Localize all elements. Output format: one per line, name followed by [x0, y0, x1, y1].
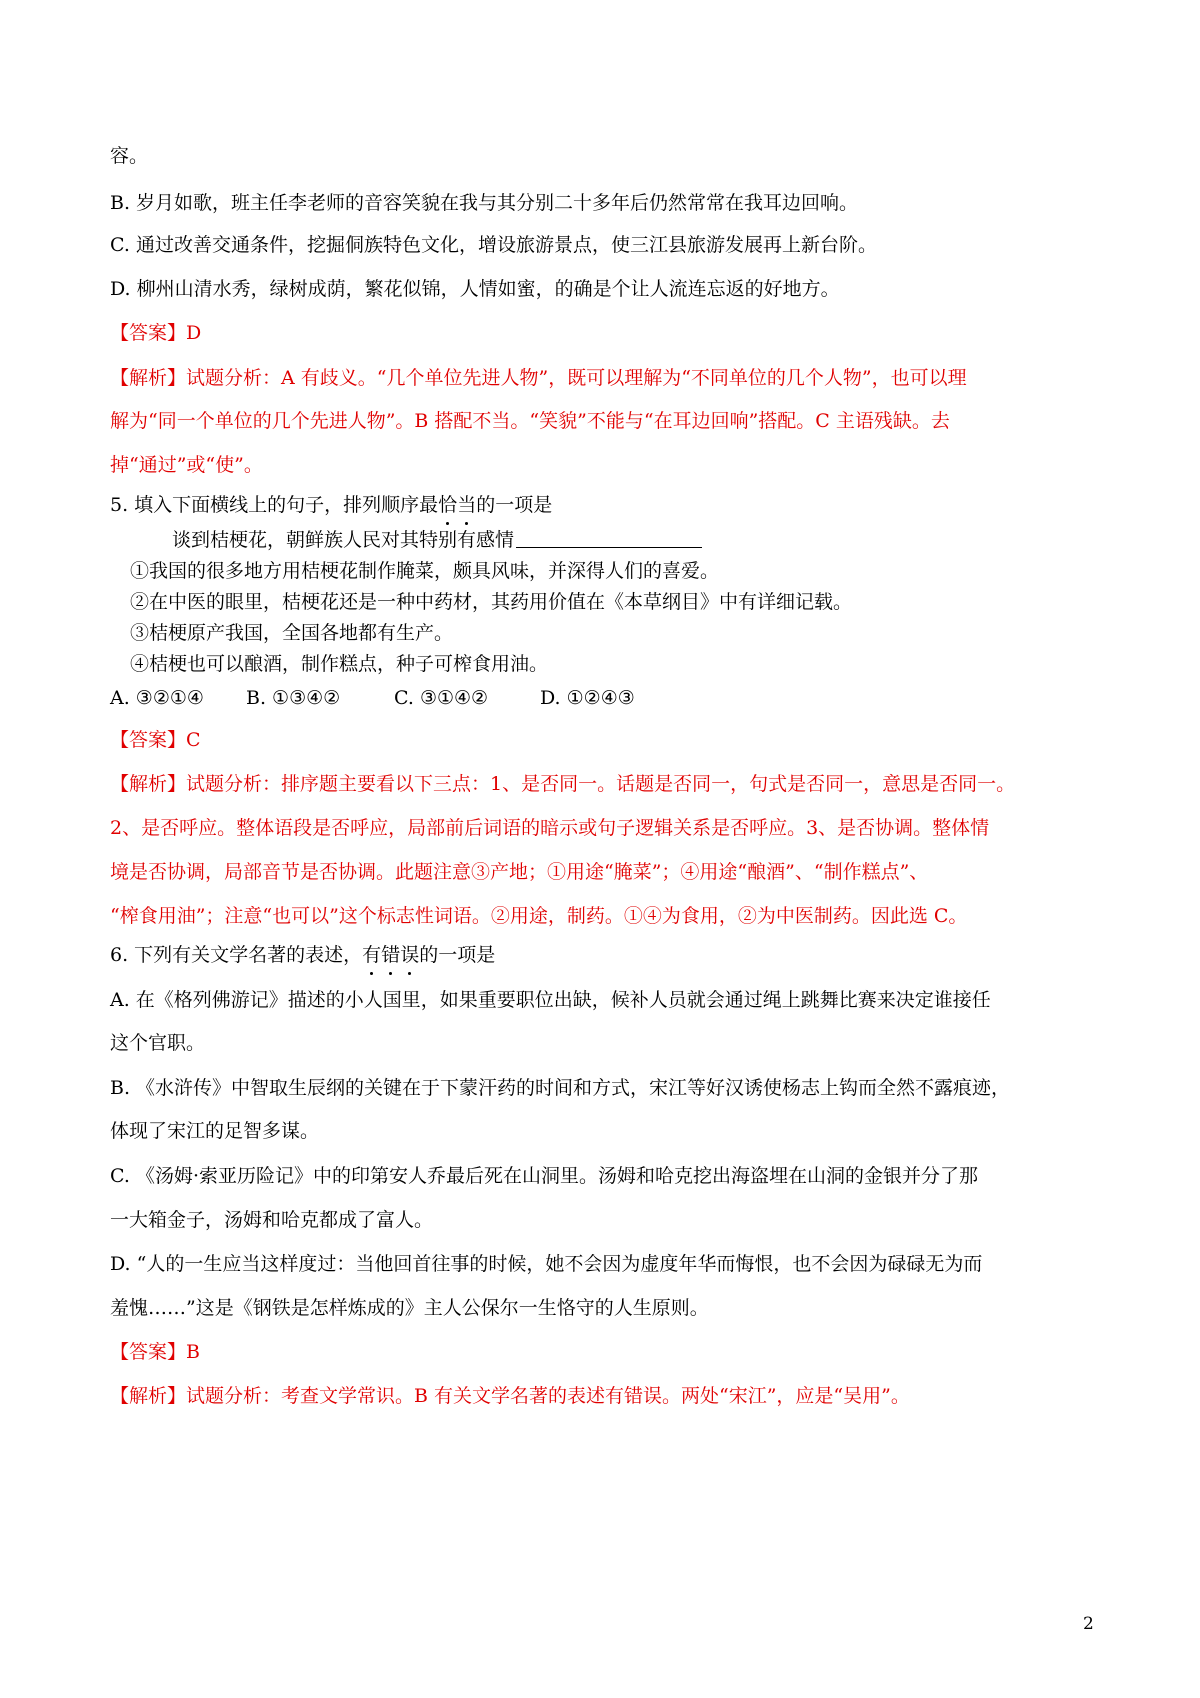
q6-stem-post: 的一项是	[419, 944, 496, 966]
q5-analysis-line: “榨食用油”；注意“也可以”这个标志性词语。②用途，制药。①④为食用，②为中医制药。因此选 C。	[110, 905, 968, 927]
q6-option-line: B. 《水浒传》中智取生辰纲的关键在于下蒙汗药的时间和方式，宋江等好汉诱使杨志上钩而全然不露痕迹，	[110, 1077, 1011, 1099]
answer-blank-line	[516, 528, 702, 548]
q5-item: ②在中医的眼里，桔梗花还是一种中药材，其药用价值在《本草纲目》中有详细记载。	[130, 591, 853, 613]
q5-prompt-text: 谈到桔梗花，朝鲜族人民对其特别有感情	[172, 529, 515, 551]
q4-answer: 【答案】D	[110, 322, 202, 344]
q5-analysis-line: 【解析】试题分析：排序题主要看以下三点：1、是否同一。话题是否同一，句式是否同一，意思是否同一。	[110, 773, 1016, 795]
q6-stem	[110, 942, 1100, 968]
q5-option: D. ①②④③	[540, 687, 635, 709]
q6-option-line: 一大箱金子，汤姆和哈克都成了富人。	[110, 1209, 434, 1231]
q6-option-line: 这个官职。	[110, 1032, 206, 1054]
q4-option-c: C. 通过改善交通条件，挖掘侗族特色文化，增设旅游景点，使三江县旅游发展再上新台阶。	[110, 234, 877, 256]
q5-stem-pre: 5. 填入下面横线上的句子，排列顺序最	[110, 494, 439, 516]
emphasis-char: 误	[400, 944, 420, 966]
q5-option: B. ①③④②	[246, 687, 341, 709]
q6-option-line: A. 在《格列佛游记》描述的小人国里，如果重要职位出缺，候补人员就会通过绳上跳舞比赛来决定谁接任	[110, 989, 991, 1011]
q6-stem-pre: 6. 下列有关文学名著的表述，	[110, 944, 363, 966]
q4-option-b: B. 岁月如歌，班主任李老师的音容笑貌在我与其分别二十多年后仍然常常在我耳边回响。	[110, 192, 859, 214]
q5-stem	[110, 492, 1100, 518]
q6-option-line: 体现了宋江的足智多谋。	[110, 1120, 320, 1142]
q5-prompt	[172, 527, 1162, 553]
emphasis-char: 有	[362, 944, 382, 966]
q6-answer: 【答案】B	[110, 1341, 200, 1363]
q6-option-line: 羞愧……”这是《钢铁是怎样炼成的》主人公保尔一生恪守的人生原则。	[110, 1297, 709, 1319]
q4-option-d: D. 柳州山清水秀，绿树成荫，繁花似锦，人情如蜜，的确是个让人流连忘返的好地方。	[110, 278, 840, 300]
q5-item: ④桔梗也可以酿酒，制作糕点，种子可榨食用油。	[130, 653, 549, 675]
q6-analysis: 【解析】试题分析：考查文学常识。B 有关文学名著的表述有错误。两处“宋江”，应是“吴用”。	[110, 1385, 910, 1407]
q5-analysis-line: 2、是否呼应。整体语段是否呼应，局部前后词语的暗示或句子逻辑关系是否呼应。3、是否协调。整体情	[110, 817, 990, 839]
q5-option: C. ③①④②	[394, 687, 489, 709]
q4-continuation: 容。	[110, 145, 149, 167]
emphasis-char: 错	[381, 944, 401, 966]
q5-option: A. ③②①④	[110, 687, 204, 709]
q5-analysis-line: 境是否协调，局部音节是否协调。此题注意③产地；①用途“腌菜”；④用途“酿酒”、“制作糕点”、	[110, 861, 929, 883]
q5-answer: 【答案】C	[110, 729, 201, 751]
page-number: 2	[1083, 1614, 1094, 1634]
q4-analysis-line: 【解析】试题分析：A 有歧义。“几个单位先进人物”，既可以理解为“不同单位的几个人物”，也可以理	[110, 367, 967, 389]
emphasis-char: 当	[457, 494, 477, 516]
q4-analysis-line: 解为“同一个单位的几个先进人物”。B 搭配不当。“笑貌”不能与“在耳边回响”搭配。C 主语残缺。去	[110, 410, 950, 432]
q6-option-line: C. 《汤姆·索亚历险记》中的印第安人乔最后死在山洞里。汤姆和哈克挖出海盗埋在山洞的金银并分了那	[110, 1165, 978, 1187]
emphasis-char: 恰	[438, 494, 458, 516]
q6-option-line: D. “人的一生应当这样度过：当他回首往事的时候，她不会因为虚度年华而悔恨，也不会因为碌碌无为而	[110, 1253, 983, 1275]
q4-analysis-line: 掉“通过”或“使”。	[110, 454, 263, 476]
q5-item: ③桔梗原产我国，全国各地都有生产。	[130, 622, 454, 644]
q5-options	[110, 685, 1100, 711]
q5-item: ①我国的很多地方用桔梗花制作腌菜，颇具风味，并深得人们的喜爱。	[130, 560, 720, 582]
q5-stem-post: 的一项是	[476, 494, 553, 516]
